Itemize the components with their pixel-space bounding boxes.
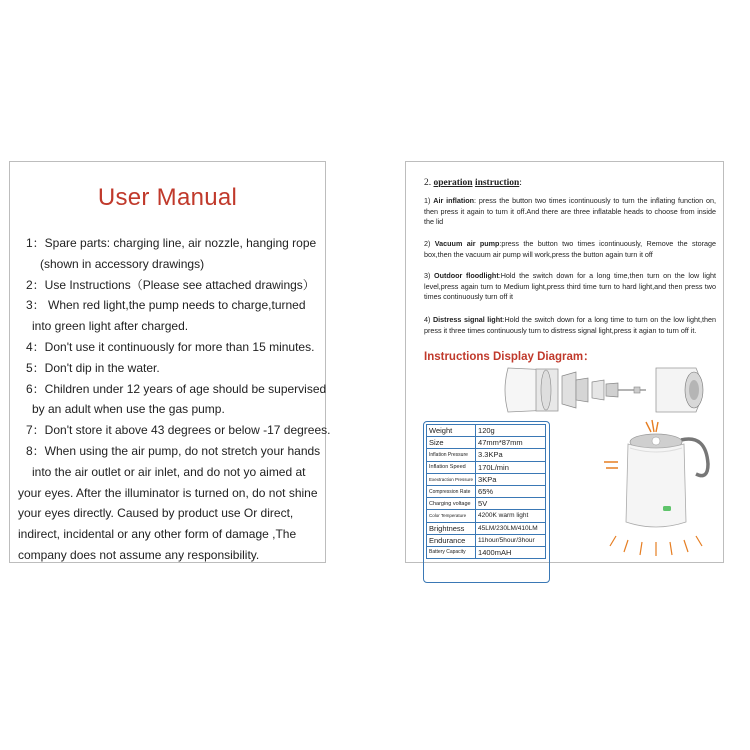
- spec-table: [426, 424, 546, 559]
- manual-line: 4：Don't use it continuously for more than 15 minutes.: [26, 339, 315, 354]
- exploded-pump-diagram: [496, 360, 721, 422]
- spec-value: 4200K warm light: [476, 510, 546, 522]
- spec-row: [427, 498, 546, 510]
- item-heading: Air inflation: [433, 196, 475, 205]
- spec-row: [427, 425, 546, 437]
- manual-line: indirect, incidental or any other form of damage ,The: [18, 527, 297, 542]
- manual-line: 1：Spare parts: charging line, air nozzle, hanging rope: [26, 236, 317, 250]
- spec-value: 3.3KPa: [476, 449, 546, 461]
- spec-key: Size: [427, 437, 476, 449]
- manual-line: company does not assume any responsibility.: [18, 547, 260, 562]
- manual-title: User Manual: [97, 184, 238, 211]
- diagram-title: Instructions Display Diagram：: [424, 351, 595, 363]
- spec-row: [427, 461, 546, 473]
- spec-row: [427, 510, 546, 522]
- manual-line: (shown in accessory drawings): [40, 256, 205, 271]
- manual-line: 5：Don't dip in the water.: [26, 360, 160, 375]
- item-number: 4): [424, 315, 433, 324]
- section-colon: :: [519, 178, 522, 188]
- spec-value: 47mm*87mm: [476, 437, 546, 449]
- spec-value: 120g: [476, 425, 546, 437]
- item-body: :Hold the switch down for a long time,then turn on the low light level,press again turn to Medium light,press third time turn to hard light,and then press two times continuously turn off it: [424, 271, 716, 302]
- manual-line: into green light after charged.: [32, 319, 189, 334]
- spec-row: [427, 449, 546, 461]
- spec-key: Endurance: [427, 534, 476, 546]
- manual-line: 6：Children under 12 years of age should be supervised: [26, 381, 327, 396]
- manual-line: 2：Use Instructions（Please see attached drawings）: [26, 277, 315, 292]
- instruction-item: [424, 315, 716, 336]
- spec-value: 1400mAH: [476, 546, 546, 558]
- spec-row: [427, 473, 546, 485]
- spec-row: [427, 534, 546, 546]
- manual-line: 7：Don't store it above 43 degrees or below -17 degrees.: [26, 423, 331, 438]
- manual-line: 3： When red light,the pump needs to charge,turned: [26, 298, 306, 313]
- section-heading: [424, 178, 522, 188]
- operation-instruction-card: [405, 161, 724, 563]
- section-number: 2.: [424, 178, 434, 188]
- spec-value: 65%: [476, 485, 546, 497]
- manual-line: your eyes. After the illuminator is turned on, do not shine: [18, 485, 318, 500]
- instruction-item: [424, 271, 716, 303]
- spec-key: Weight: [427, 425, 476, 437]
- item-body: :Hold the switch down for a long time to turn on the low light,then press it three times continuously turn to distress signal light,press it agian to turn off it.: [424, 315, 716, 335]
- item-heading: Distress signal light: [432, 315, 503, 324]
- item-body: :press the button two times icontinuously, Remove the storage box,then the vacuum air pump will work,press the button again turn it off: [424, 239, 717, 259]
- spec-row: [427, 437, 546, 449]
- manual-lines: [18, 233, 331, 566]
- instruction-item: [424, 196, 716, 228]
- spec-value: 5V: [476, 498, 546, 510]
- manual-line: your eyes directly. Caused by product use Or direct,: [18, 506, 294, 521]
- spec-value: 45LM/230LM/410LM: [476, 522, 546, 534]
- manual-line: into the air outlet or air inlet, and do not yo aimed at: [32, 464, 306, 479]
- instruction-item: [424, 239, 716, 260]
- spec-key: Color Temperature: [427, 510, 476, 522]
- item-body: : press the button two times icontinuously to turn the inflating function on, then press it again to turn it off.And there are three inflatable heads to choose from inside the lid: [424, 196, 716, 227]
- item-number: 1): [424, 196, 434, 205]
- item-heading: Outdoor floodlight: [434, 271, 499, 280]
- section-title-word: instruction: [474, 178, 520, 188]
- spec-row: [427, 522, 546, 534]
- user-manual-card: [9, 161, 331, 563]
- spec-value: 170L/min: [476, 461, 546, 473]
- item-heading: Vacuum air pump: [434, 239, 500, 248]
- pump-lantern-illustration: [596, 414, 716, 559]
- spec-key: Inflation Pressure: [427, 449, 476, 461]
- spec-key: Brightness: [427, 522, 476, 534]
- spec-key: Battery Capacity: [427, 546, 476, 558]
- spec-row: [427, 485, 546, 497]
- spec-value: 3KPa: [476, 473, 546, 485]
- spec-row: [427, 546, 546, 558]
- manual-line: 8：When using the air pump, do not stretch your hands: [26, 443, 321, 458]
- spec-value: 11hour/5hour/3hour: [476, 534, 546, 546]
- spec-key: Charging voltage: [427, 498, 476, 510]
- spec-key: Compression Rate: [427, 485, 476, 497]
- item-number: 2): [424, 239, 435, 248]
- item-number: 3): [424, 271, 435, 280]
- section-title-word: operation: [433, 178, 473, 188]
- spec-key: Inflation Speed: [427, 461, 476, 473]
- manual-line: by an adult when use the gas pump.: [32, 402, 225, 417]
- spec-key: Exextraction Pressure: [427, 473, 476, 485]
